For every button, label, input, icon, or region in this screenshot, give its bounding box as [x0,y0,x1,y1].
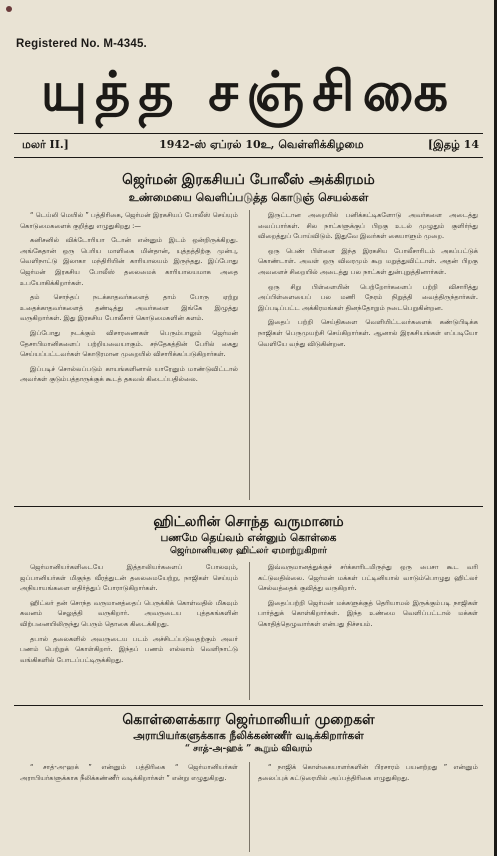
paragraph: ஒரு பெண் பிள்ளை இந்த இரகசிய போலீசாரிடம் அகப்பட்டுக் கொண்டாள். அவள் ஒரு விவரமும் கூற மறுத்துவிட்டாள். அதன் பிறகு அவளைச் சிறையில் அடைத்து பல நாட்கள் துன்புறுத்தினார்கள். [258,246,478,276]
paragraph: இதைப் பற்றி செய்திகளை வெளியிட்டவர்களைக் கண்டுபிடிக்க நாஜிகள் பெருமுயற்சி செய்கிறார்கள். ஆனால் இரகசியங்கள் எப்படியோ வெளியே வந்து விடுகின்றன. [258,318,478,348]
article3-left-column [20,762,238,852]
paragraph: தபால் தலைகளில் அவருடைய படம் அச்சிடப்படுவதற்கும் அவர் பணம் பெற்றுக் கொள்கிறார். இந்தப் பணம் எல்லாம் வெளிநாட்டு வங்கிகளில் போடப்பட்டிருக்கிறது. [20,634,238,664]
column-divider [249,762,250,852]
article2-headline: ஹிட்லரின் சொந்த வருமானம் [153,514,344,530]
article2-subhead-2: ஜெர்மானியரை ஹிட்லர் ஏமாற்றுகிறார் [170,546,327,556]
paragraph: “ டெய்லி மெயில் ” பத்திரிகை, ஜெர்மன் இரகசியப் போலீஸ் செய்யும் கொடுமைகளைக் குறித்து எழுதுகிறது :— [20,211,238,230]
rule-article3 [14,705,483,706]
column-divider [249,210,250,500]
column-divider [249,562,250,700]
dateline [22,138,479,153]
rule-top [14,133,483,134]
paragraph: இருட்டான அறையில் பனிக்கட்டிகளோடு அவர்களை அடைத்து வைப்பார்கள். சில நாட்களுக்குப் பிறகு உடல் முழுதும் குளிர்ந்து விறைத்துப் போய்விடும். இதுவே இவர்கள் கையாளும் முறை. [258,211,478,241]
article3-subhead-2: “ சாத்-அ-ஹக் ” கூறும் விவரம் [184,744,313,754]
paragraph: ஹிட்லர் தன் சொந்த வருமானத்தைப் பெருக்கிக் கொள்வதில் மிகவும் கவனம் செலுத்தி வருகிறார். அவருடைய புத்தகங்களின் விற்பனையிலிருந்து பெரும் தொகை கிடைக்கிறது. [20,598,238,628]
registration-number: Registered No. M-4345. [16,38,147,50]
paragraph: “ சாத்-அ-ஹக் ” என்னும் பத்திரிகை “ ஜெர்மானியர்கள் அராபியர்களுக்காக நீலிக்கண்ணீர் வடிக்கிறார்கள் ” என்று எழுதுகிறது. [20,763,238,782]
paragraph: இப்போது நடக்கும் விசாரணைகள் பெரும்பாலும் ஜெர்மன் தேசாபிமானிகளைப் பற்றியவையாகும். சந்தேகத்தின் பேரில் கைது செய்யப்பட்டவர்கள் கொடூரமான முறையில் விசாரிக்கப்படுகிறார்கள். [20,328,238,359]
article3-subhead: அராபியர்களுக்காக நீலிக்கண்ணீர் வடிக்கிறார்கள் [133,730,364,742]
article1-left-column [20,210,238,500]
issue-date: 1942-ஸ் ஏப்ரல் 10உ, வெள்ளிக்கிழமை [159,138,364,151]
article3-right-column [258,762,478,852]
issue-number: [இதழ் 14 [427,138,479,151]
paragraph: தம் சொந்தப் நடக்காதவர்களைத் தாம் போரு ஏற்று உதைக்காதவர்களைத் தண்டித்து அவர்களை இங்கே இழுத்து வருகிறார்கள். இது இரகசிய போலீசார் கொடுமைகளின் களம். [20,293,238,323]
rule-under-dateline [14,157,483,158]
article2-subhead: பணமே தெய்வம் என்னும் கொள்கை [160,532,337,544]
corner-mark [6,6,12,12]
article2-left-column [20,562,238,700]
rule-article2 [14,506,483,507]
article3-headline: கொள்ளைக்கார ஜெர்மானியர் முறைகள் [122,712,375,728]
article1-subhead: உண்மையை வெளிப்படுத்த கொடுஞ் செயல்கள் [128,191,369,204]
paragraph: இவ்வருமானத்துக்குச் சர்க்காரிடமிருந்து ஒரு பைசா கூட வரி கட்டுவதில்லை. ஜெர்மன் மக்கள் பட்டினியால் வாடும்பொழுது ஹிட்லர் செல்வத்தைக் குவித்து வருகிறார். [258,563,478,593]
masthead-title: யுத்த சஞ்சிகை [40,59,457,123]
paragraph: ஜெர்மானியர்களிடையே இத்தாலியர்களைப் போலவும், ஜப்பானியர்கள் மிகுந்த வீரத்துடன் தலைமையேற்று, நாஜிகள் செய்யும் அநியாயங்களை எதிர்த்துப் போராடுகிறார்கள். [20,563,238,593]
paragraph: இதைப்பற்றி ஜெர்மன் மக்களுக்குத் தெரியாமல் இருக்கும்படி நாஜிகள் பார்த்துக் கொள்கிறார்கள். இந்த உண்மை வெளிப்பட்டால் மக்கள் கொதித்தெழுவார்கள் என்பது நிச்சயம். [258,598,478,628]
volume-label: மலர் II.] [22,138,69,151]
article2-right-column [258,562,478,700]
paragraph: இப்படிச் சொல்லப்படும் காயங்களினால் யாரேனும் மாண்டுவிட்டால் அவர்கள் குடும்பத்தாருக்குக் கூடத் தகவல் கிடைப்பதில்லை. [20,364,238,384]
paragraph: கனிசனில் விக்டோரியா டோன் என்னும் இடம் ஒன்றிருக்கிறது. அங்கேதான் ஒரு பெரிய மாளிகை மின்தான், யுத்தத்திற்கு முன்பு, வெளிநாட்டு இலாகா மந்திரியின் காரியாலயம் இருந்தது. இப்போது ஜெர்மன் இரகசிய போலீஸ் தலைமைக் காரியாலயமாக அதை உபயோகிக்கிறார்கள். [20,236,238,287]
article1-right-column [258,210,478,500]
article1-headline: ஜெர்மன் இரகசியப் போலீஸ் அக்கிரமம் [122,172,375,188]
paragraph: ஒரு சிறு பிள்ளையின் பெற்றோர்களைப் பற்றி விசாரித்து அப்பிள்ளையைப் பல மணி நேரம் நிறுத்தி வைத்திருந்தார்கள். இப்படிப்பட்ட அக்கிரமங்கள் தினந்தோறும் நடைபெறுகின்றன. [258,282,478,312]
paragraph: “ நாஜிக் கொள்கையாளர்களின் பிரசாரம் பயனற்றது ” என்னும் தலைப்புக் கட்டுரையில் அப்பத்திரிகை எழுதுகிறது. [258,763,478,782]
